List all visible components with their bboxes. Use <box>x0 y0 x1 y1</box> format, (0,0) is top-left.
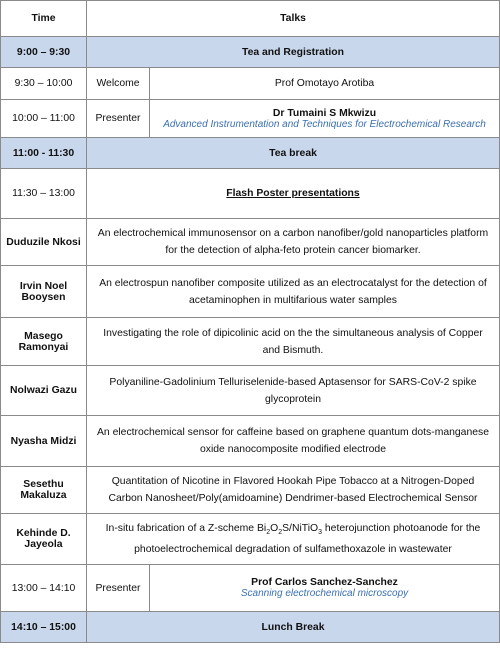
presenter-name: Nolwazi Gazu <box>1 366 87 416</box>
time-cell: 11:30 – 13:00 <box>1 169 87 219</box>
speaker-cell: Prof Omotayo Arotiba <box>150 68 500 100</box>
poster-title: Investigating the role of dipicolinic acid on the the simultaneous analysis of Copper and Bismuth. <box>87 318 500 366</box>
time-cell: 11:00 - 11:30 <box>1 138 87 169</box>
presenter-name: Irvin Noel Booysen <box>1 266 87 318</box>
session-cell: Tea break <box>87 138 500 169</box>
presenter-name: Sesethu Makaluza <box>1 467 87 514</box>
table-row <box>1 416 500 467</box>
role-cell: Welcome <box>87 68 150 100</box>
poster-title: Polyaniline-Gadolinium Telluriselenide-based Aptasensor for SARS-CoV-2 spike glycoprotein <box>87 366 500 416</box>
talk-title: Scanning electrochemical microscopy <box>240 588 409 599</box>
poster-title: Quantitation of Nicotine in Flavored Hookah Pipe Tobacco at a Nitrogen-Doped Carbon Nanosheet/Poly(amidoamine) Dendrimer-based Electrochemical Sensor <box>87 467 500 514</box>
session-cell: Lunch Break <box>87 612 500 643</box>
header-row <box>1 1 500 37</box>
role-cell: Presenter <box>87 565 150 612</box>
role-cell: Presenter <box>87 100 150 138</box>
speaker-name: Prof Carlos Sanchez-Sanchez <box>251 577 398 588</box>
poster-title: An electrochemical immunosensor on a carbon nanofiber/gold nanoparticles platform for the detection of alpha-feto protein cancer biomarker. <box>87 219 500 266</box>
time-cell: 14:10 – 15:00 <box>1 612 87 643</box>
time-cell: 10:00 – 11:00 <box>1 100 87 138</box>
speaker-name: Dr Tumaini S Mkwizu <box>272 107 377 119</box>
presenter-name: Nyasha Midzi <box>1 416 87 467</box>
talk-title: Advanced Instrumentation and Techniques for Electrochemical Research <box>163 118 486 130</box>
table-row <box>1 100 500 138</box>
poster-title: In-situ fabrication of a Z-scheme $Bi_2O_2S/NiTiO_3$ heterojunction photoanode for the photoelectrochemical degradation of sulfamethoxazole in wastewater <box>87 514 500 565</box>
poster-title: An electrospun nanofiber composite utilized as an electrocatalyst for the detection of acetaminophen in multifarious water samples <box>87 266 500 318</box>
table-row <box>1 514 500 565</box>
table-row <box>1 169 500 219</box>
flash-title: Flash Poster presentations <box>226 188 360 199</box>
table-row <box>1 366 500 416</box>
time-header: Time <box>1 1 87 37</box>
table-row <box>1 37 500 68</box>
session-cell: Tea and Registration <box>87 37 500 68</box>
time-cell: 13:00 – 14:10 <box>1 565 87 612</box>
table-row <box>1 318 500 366</box>
talk-cell <box>150 565 500 612</box>
presenter-name: Masego Ramonyai <box>1 318 87 366</box>
poster-title: An electrochemical sensor for caffeine based on graphene quantum dots-manganese oxide nanocomposite modified electrode <box>87 416 500 467</box>
table-row <box>1 68 500 100</box>
table-row <box>1 467 500 514</box>
table-row <box>1 219 500 266</box>
time-cell: 9:30 – 10:00 <box>1 68 87 100</box>
table-row <box>1 612 500 643</box>
table-row <box>1 266 500 318</box>
presenter-name: Kehinde D. Jayeola <box>1 514 87 565</box>
time-cell: 9:00 – 9:30 <box>1 37 87 68</box>
session-cell <box>87 169 500 219</box>
presenter-name: Duduzile Nkosi <box>1 219 87 266</box>
talks-header: Talks <box>87 1 500 37</box>
table-row <box>1 565 500 612</box>
table-row <box>1 138 500 169</box>
talk-cell <box>150 100 500 138</box>
